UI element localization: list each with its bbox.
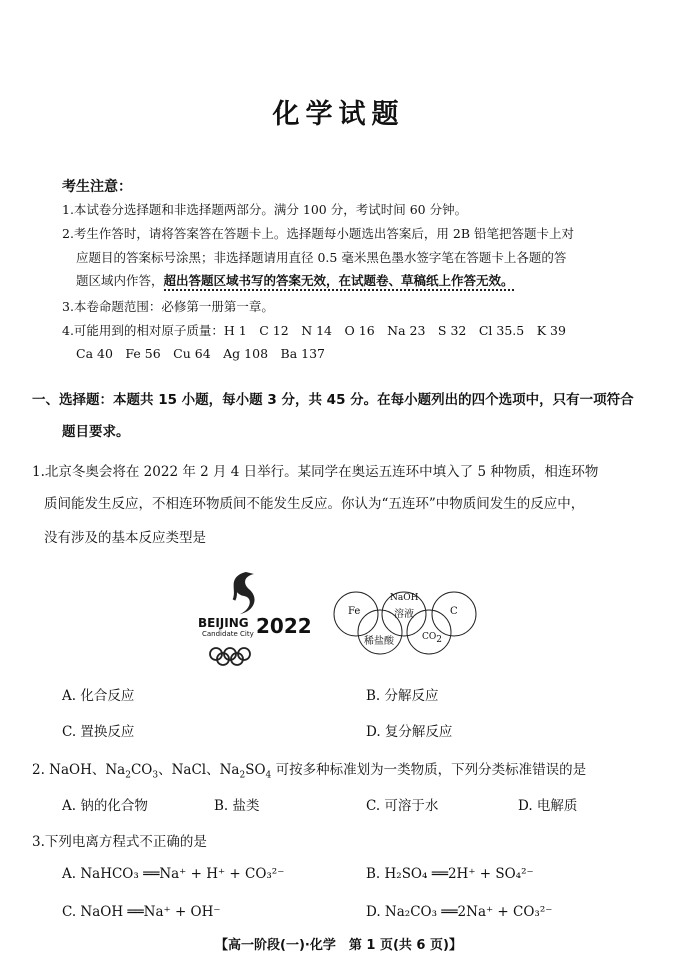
notice-line-4b: Ca 40 Fe 56 Cu 64 Ag 108 Ba 137 [76,346,325,361]
beijing-2022-logo [198,566,312,666]
q2-text-3: 、NaCl、Na [158,762,240,778]
q2-text-4: SO [245,762,266,778]
q3-stem: 3.下列电离方程式不正确的是 [32,834,207,850]
q2-option-d: D. 电解质 [518,798,578,814]
notice-line-2c-emphasis: 超出答题区域书写的答案无效，在试题卷、草稿纸上作答无效。 [164,273,514,291]
q1-option-d: D. 复分解反应 [366,724,453,740]
q2-text-1: 2. NaOH、Na [32,762,126,778]
logo-year: 2022 [256,614,312,638]
ring-dilute-hcl: 稀盐酸 [364,636,394,647]
section-1-header: 一、选择题：本题共 15 小题，每小题 3 分，共 45 分。在每小题列出的四个选项中，只有一项符合 [32,392,634,408]
notice-line-4a: 4.可能用到的相对原子质量：H 1 C 12 N 14 O 16 Na 23 S 32 Cl 35.5 K 39 [62,323,566,338]
notice-heading: 考生注意： [62,179,132,195]
notice-line-1: 1.本试卷分选择题和非选择题两部分。满分 100 分，考试时间 60 分钟。 [62,202,468,217]
q2-text-2: CO [130,762,153,778]
q1-option-a: A. 化合反应 [62,688,135,704]
q2-sub-4: 4 [265,770,272,781]
q1-stem-line-2: 质间能发生反应，不相连环物质间不能发生反应。你认为“五连环”中物质间发生的反应中， [44,496,585,512]
notice-line-2b: 应题目的答案标号涂黑；非选择题请用直径 0.5 毫米黑色墨水签字笔在答题卡上各题的答 [76,250,567,265]
logo-subtitle: Candidate City [202,630,254,638]
notice-line-2a: 2.考生作答时，请将答案答在答题卡上。选择题每小题选出答案后，用 2B 铅笔把答题卡上对 [62,226,575,241]
ring-fe: Fe [348,606,361,617]
ring-naoh: NaOH [390,593,419,603]
q2-option-a: A. 钠的化合物 [62,798,148,814]
q2-option-c: C. 可溶于水 [366,798,439,814]
q2-sub-2: 3 [152,770,159,781]
ring-naoh-solution: 溶液 [394,609,414,620]
section-1-header-cont: 题目要求。 [62,424,130,440]
logo-city: BEIJING [198,616,249,630]
page-footer: 【高一阶段(一)·化学 第 1 页(共 6 页)】 [215,938,462,953]
q3-option-c: C. NaOH ══Na⁺ + OH⁻ [62,904,221,920]
notice-line-3: 3.本卷命题范围：必修第一册第一章。 [62,299,274,314]
q1-option-b: B. 分解反应 [366,688,439,704]
q2-sub-1: 2 [125,770,131,781]
ring-co2-sub: 2 [436,634,442,645]
q3-option-d: D. Na₂CO₃ ══2Na⁺ + CO₃²⁻ [366,904,553,920]
page-title: 化学试题 [272,99,405,130]
ring-co2-label: CO [422,632,437,642]
notice-line-2c [76,271,514,289]
q2-text-5: 可按多种标准划为一类物质，下列分类标准错误的是 [271,762,587,778]
q2-sub-3: 2 [239,770,246,781]
ring-co2 [422,632,442,645]
q3-option-b: B. H₂SO₄ ══2H⁺ + SO₄²⁻ [366,866,534,882]
q3-option-a: A. NaHCO₃ ══Na⁺ + H⁺ + CO₃²⁻ [62,866,285,882]
q1-stem-line-1: 1.北京冬奥会将在 2022 年 2 月 4 日举行。某同学在奥运五连环中填入了 5 种物质，相连环物 [32,464,599,480]
q1-stem-line-3: 没有涉及的基本反应类型是 [44,530,206,546]
notice-line-2c-plain: 题区域内作答， [76,273,164,288]
ring-c: C [450,606,458,617]
q2-stem [32,758,586,781]
five-rings-diagram [332,590,482,656]
q1-option-c: C. 置换反应 [62,724,135,740]
q2-option-b: B. 盐类 [214,798,260,814]
